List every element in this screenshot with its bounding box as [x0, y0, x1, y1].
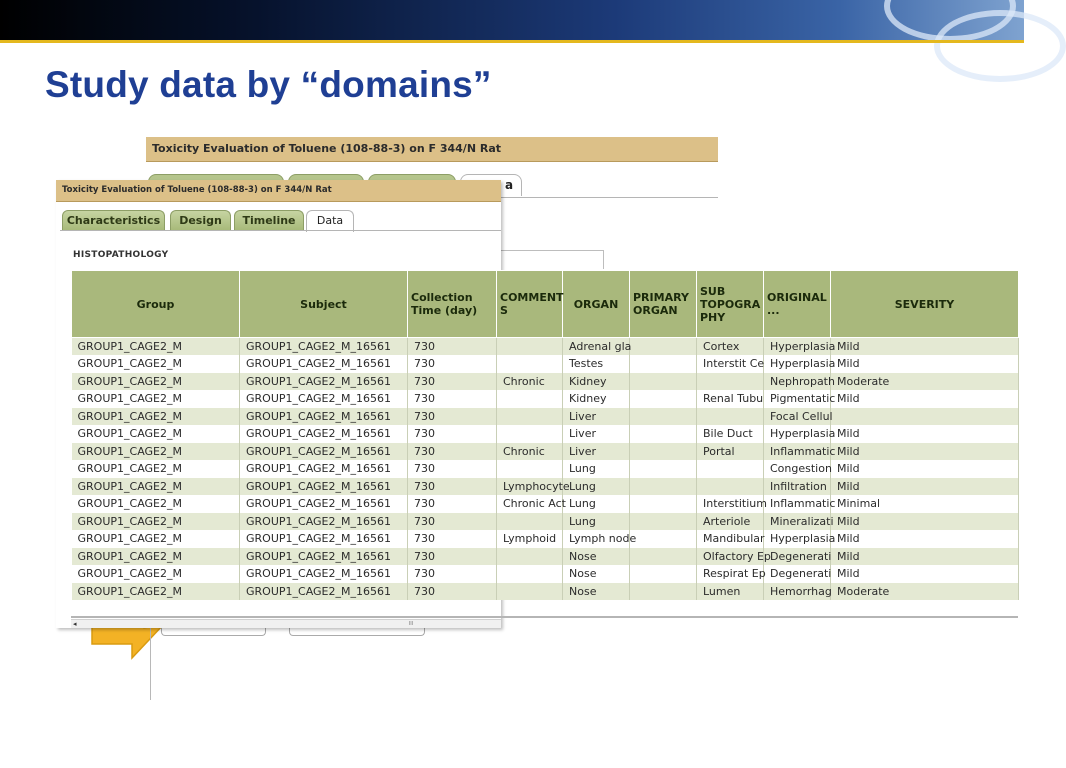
- table-cell: Chronic Act: [497, 495, 563, 513]
- tab-design[interactable]: Design: [170, 210, 231, 230]
- table-cell: GROUP1_CAGE2_M_16561: [240, 513, 408, 531]
- table-row[interactable]: [72, 373, 1019, 391]
- table-row[interactable]: [72, 513, 1019, 531]
- table-cell: 730: [408, 408, 497, 426]
- table-cell: Nephropath: [764, 373, 831, 391]
- table-row[interactable]: [72, 425, 1019, 443]
- table-header-row: [72, 271, 1019, 338]
- table-cell: GROUP1_CAGE2_M_16561: [240, 565, 408, 583]
- table-cell: Olfactory Ep: [697, 548, 764, 566]
- table-cell: [630, 565, 697, 583]
- table-cell: [831, 408, 1019, 426]
- tab-data[interactable]: Data: [306, 210, 354, 232]
- table-cell: [497, 390, 563, 408]
- table-cell: Mild: [831, 460, 1019, 478]
- table-cell: GROUP1_CAGE2_M: [72, 530, 240, 548]
- table-cell: Lung: [563, 495, 630, 513]
- table-cell: Lung: [563, 513, 630, 531]
- table-cell: Interstit Ce: [697, 355, 764, 373]
- table-cell: Bile Duct: [697, 425, 764, 443]
- table-cell: GROUP1_CAGE2_M_16561: [240, 425, 408, 443]
- table-cell: Nose: [563, 548, 630, 566]
- table-row[interactable]: [72, 565, 1019, 583]
- table-cell: Mild: [831, 390, 1019, 408]
- table-cell: Renal Tubu: [697, 390, 764, 408]
- table-cell: [697, 373, 764, 391]
- table-cell: Chronic: [497, 443, 563, 461]
- table-cell: [630, 495, 697, 513]
- table-row[interactable]: [72, 548, 1019, 566]
- table-cell: Moderate: [831, 373, 1019, 391]
- table-cell: [630, 425, 697, 443]
- tab-characteristics[interactable]: Characteristics: [62, 210, 165, 230]
- table-cell: Liver: [563, 408, 630, 426]
- table-cell: GROUP1_CAGE2_M_16561: [240, 338, 408, 356]
- table-cell: GROUP1_CAGE2_M: [72, 390, 240, 408]
- table-cell: 730: [408, 548, 497, 566]
- table-cell: Degenerati: [764, 565, 831, 583]
- table-cell: 730: [408, 425, 497, 443]
- table-cell: Hyperplasia: [764, 425, 831, 443]
- table-row[interactable]: [72, 530, 1019, 548]
- horizontal-scrollbar[interactable]: [71, 619, 501, 628]
- column-header[interactable]: Group: [72, 271, 240, 338]
- table-row[interactable]: [72, 495, 1019, 513]
- table-cell: 730: [408, 390, 497, 408]
- table-cell: [497, 565, 563, 583]
- table-cell: Pigmentatic: [764, 390, 831, 408]
- table-cell: 730: [408, 355, 497, 373]
- table-cell: [497, 548, 563, 566]
- table-cell: Mild: [831, 478, 1019, 496]
- table-cell: Lumen: [697, 583, 764, 601]
- table-cell: 730: [408, 530, 497, 548]
- table-cell: [630, 355, 697, 373]
- table-cell: [697, 408, 764, 426]
- scroll-thumb[interactable]: III: [408, 621, 414, 627]
- table-cell: GROUP1_CAGE2_M_16561: [240, 390, 408, 408]
- table-cell: Testes: [563, 355, 630, 373]
- section-label: HISTOPATHOLOGY: [73, 250, 169, 260]
- table-cell: Nose: [563, 565, 630, 583]
- table-cell: 730: [408, 443, 497, 461]
- table-cell: [630, 373, 697, 391]
- table-cell: Mild: [831, 443, 1019, 461]
- table-cell: Infiltration: [764, 478, 831, 496]
- column-header[interactable]: Collection Time (day): [408, 271, 497, 338]
- table-cell: [697, 478, 764, 496]
- table-cell: GROUP1_CAGE2_M: [72, 548, 240, 566]
- table-cell: Mild: [831, 548, 1019, 566]
- table-cell: 730: [408, 338, 497, 356]
- table-cell: [497, 338, 563, 356]
- slide-title: Study data by “domains”: [45, 64, 492, 105]
- table-cell: [630, 460, 697, 478]
- table-cell: [630, 443, 697, 461]
- table-cell: [630, 583, 697, 601]
- logo-swoosh: [864, 0, 1024, 40]
- table-cell: Interstitium: [697, 495, 764, 513]
- table-row[interactable]: [72, 460, 1019, 478]
- table-cell: 730: [408, 583, 497, 601]
- column-header[interactable]: COMMENT S: [497, 271, 563, 338]
- table-cell: Lung: [563, 478, 630, 496]
- histopathology-table: [71, 270, 1019, 600]
- table-cell: Arteriole: [697, 513, 764, 531]
- table-row[interactable]: [72, 338, 1019, 356]
- column-header[interactable]: ORIGINAL ...: [764, 271, 831, 338]
- table-cell: Moderate: [831, 583, 1019, 601]
- table-cell: GROUP1_CAGE2_M_16561: [240, 583, 408, 601]
- table-cell: [630, 390, 697, 408]
- table-cell: Mild: [831, 565, 1019, 583]
- table-cell: Respirat Ep: [697, 565, 764, 583]
- table-cell: Hyperplasia: [764, 355, 831, 373]
- table-cell: GROUP1_CAGE2_M: [72, 565, 240, 583]
- table-cell: GROUP1_CAGE2_M: [72, 460, 240, 478]
- table-cell: Lymphocyte: [497, 478, 563, 496]
- table-cell: Mild: [831, 338, 1019, 356]
- column-header[interactable]: SUB TOPOGRA PHY: [697, 271, 764, 338]
- table-cell: 730: [408, 513, 497, 531]
- table-cell: [630, 513, 697, 531]
- table-cell: GROUP1_CAGE2_M: [72, 478, 240, 496]
- table-cell: Mild: [831, 530, 1019, 548]
- table-cell: Inflammatic: [764, 443, 831, 461]
- slide-header-band: [0, 0, 1024, 40]
- table-cell: [497, 513, 563, 531]
- table-cell: [630, 530, 697, 548]
- table-cell: GROUP1_CAGE2_M_16561: [240, 443, 408, 461]
- table-cell: GROUP1_CAGE2_M_16561: [240, 530, 408, 548]
- connector-line: [150, 628, 151, 700]
- table-cell: Mild: [831, 425, 1019, 443]
- table-cell: Mineralizati: [764, 513, 831, 531]
- column-header[interactable]: SEVERITY: [831, 271, 1019, 338]
- study-title: Toxicity Evaluation of Toluene (108-88-3) on F 344/N Rat: [56, 180, 501, 202]
- table-row[interactable]: [72, 355, 1019, 373]
- table-cell: GROUP1_CAGE2_M: [72, 443, 240, 461]
- table-cell: Hyperplasia: [764, 338, 831, 356]
- back-window-title: Toxicity Evaluation of Toluene (108-88-3) on F 344/N Rat: [146, 137, 718, 162]
- table-cell: 730: [408, 478, 497, 496]
- table-cell: 730: [408, 495, 497, 513]
- table-cell: GROUP1_CAGE2_M: [72, 355, 240, 373]
- table-cell: Cortex: [697, 338, 764, 356]
- table-cell: GROUP1_CAGE2_M_16561: [240, 355, 408, 373]
- table-cell: GROUP1_CAGE2_M: [72, 338, 240, 356]
- table-cell: Kidney: [563, 373, 630, 391]
- table-cell: Hyperplasia: [764, 530, 831, 548]
- table-cell: [497, 460, 563, 478]
- back-tab-data[interactable]: a: [460, 174, 522, 196]
- table-cell: [497, 583, 563, 601]
- table-cell: GROUP1_CAGE2_M: [72, 425, 240, 443]
- table-row[interactable]: [72, 583, 1019, 601]
- table-cell: [630, 478, 697, 496]
- tab-divider: [60, 230, 501, 231]
- table-cell: Mandibular: [697, 530, 764, 548]
- table-cell: GROUP1_CAGE2_M: [72, 408, 240, 426]
- table-cell: GROUP1_CAGE2_M_16561: [240, 460, 408, 478]
- table-bottom-border: [71, 616, 1018, 618]
- table-cell: Portal: [697, 443, 764, 461]
- table-cell: GROUP1_CAGE2_M_16561: [240, 548, 408, 566]
- table-row[interactable]: [72, 443, 1019, 461]
- table-cell: Lymph node: [563, 530, 630, 548]
- table-cell: Mild: [831, 355, 1019, 373]
- table-row[interactable]: [72, 408, 1019, 426]
- table-cell: Lung: [563, 460, 630, 478]
- table-cell: [630, 548, 697, 566]
- table-cell: Mild: [831, 513, 1019, 531]
- table-cell: Degenerati: [764, 548, 831, 566]
- table-cell: GROUP1_CAGE2_M_16561: [240, 373, 408, 391]
- table-cell: Hemorrhag: [764, 583, 831, 601]
- table-cell: Kidney: [563, 390, 630, 408]
- tab-timeline[interactable]: Timeline: [234, 210, 304, 230]
- table-cell: [697, 460, 764, 478]
- column-header[interactable]: Subject: [240, 271, 408, 338]
- table-cell: GROUP1_CAGE2_M_16561: [240, 495, 408, 513]
- table-cell: [497, 408, 563, 426]
- table-cell: 730: [408, 373, 497, 391]
- table-cell: [630, 408, 697, 426]
- table-cell: GROUP1_CAGE2_M: [72, 513, 240, 531]
- table-cell: [497, 355, 563, 373]
- table-cell: Chronic: [497, 373, 563, 391]
- table-row[interactable]: [72, 390, 1019, 408]
- table-cell: GROUP1_CAGE2_M: [72, 583, 240, 601]
- table-cell: Adrenal gla: [563, 338, 630, 356]
- table-cell: Liver: [563, 443, 630, 461]
- table-cell: GROUP1_CAGE2_M: [72, 373, 240, 391]
- table-cell: Lymphoid: [497, 530, 563, 548]
- scroll-left-icon[interactable]: ◂: [73, 620, 77, 628]
- table-cell: GROUP1_CAGE2_M_16561: [240, 478, 408, 496]
- table-cell: GROUP1_CAGE2_M_16561: [240, 408, 408, 426]
- table-cell: GROUP1_CAGE2_M: [72, 495, 240, 513]
- table-cell: Liver: [563, 425, 630, 443]
- table-row[interactable]: [72, 478, 1019, 496]
- table-cell: [630, 338, 697, 356]
- table-cell: Focal Cellul: [764, 408, 831, 426]
- table-cell: Inflammatic: [764, 495, 831, 513]
- table-cell: Minimal: [831, 495, 1019, 513]
- table-cell: 730: [408, 565, 497, 583]
- column-header[interactable]: PRIMARY ORGAN: [630, 271, 697, 338]
- table-cell: [497, 425, 563, 443]
- column-header[interactable]: ORGAN: [563, 271, 630, 338]
- table-cell: Congestion: [764, 460, 831, 478]
- table-cell: Nose: [563, 583, 630, 601]
- table-cell: 730: [408, 460, 497, 478]
- gold-divider: [0, 40, 1024, 43]
